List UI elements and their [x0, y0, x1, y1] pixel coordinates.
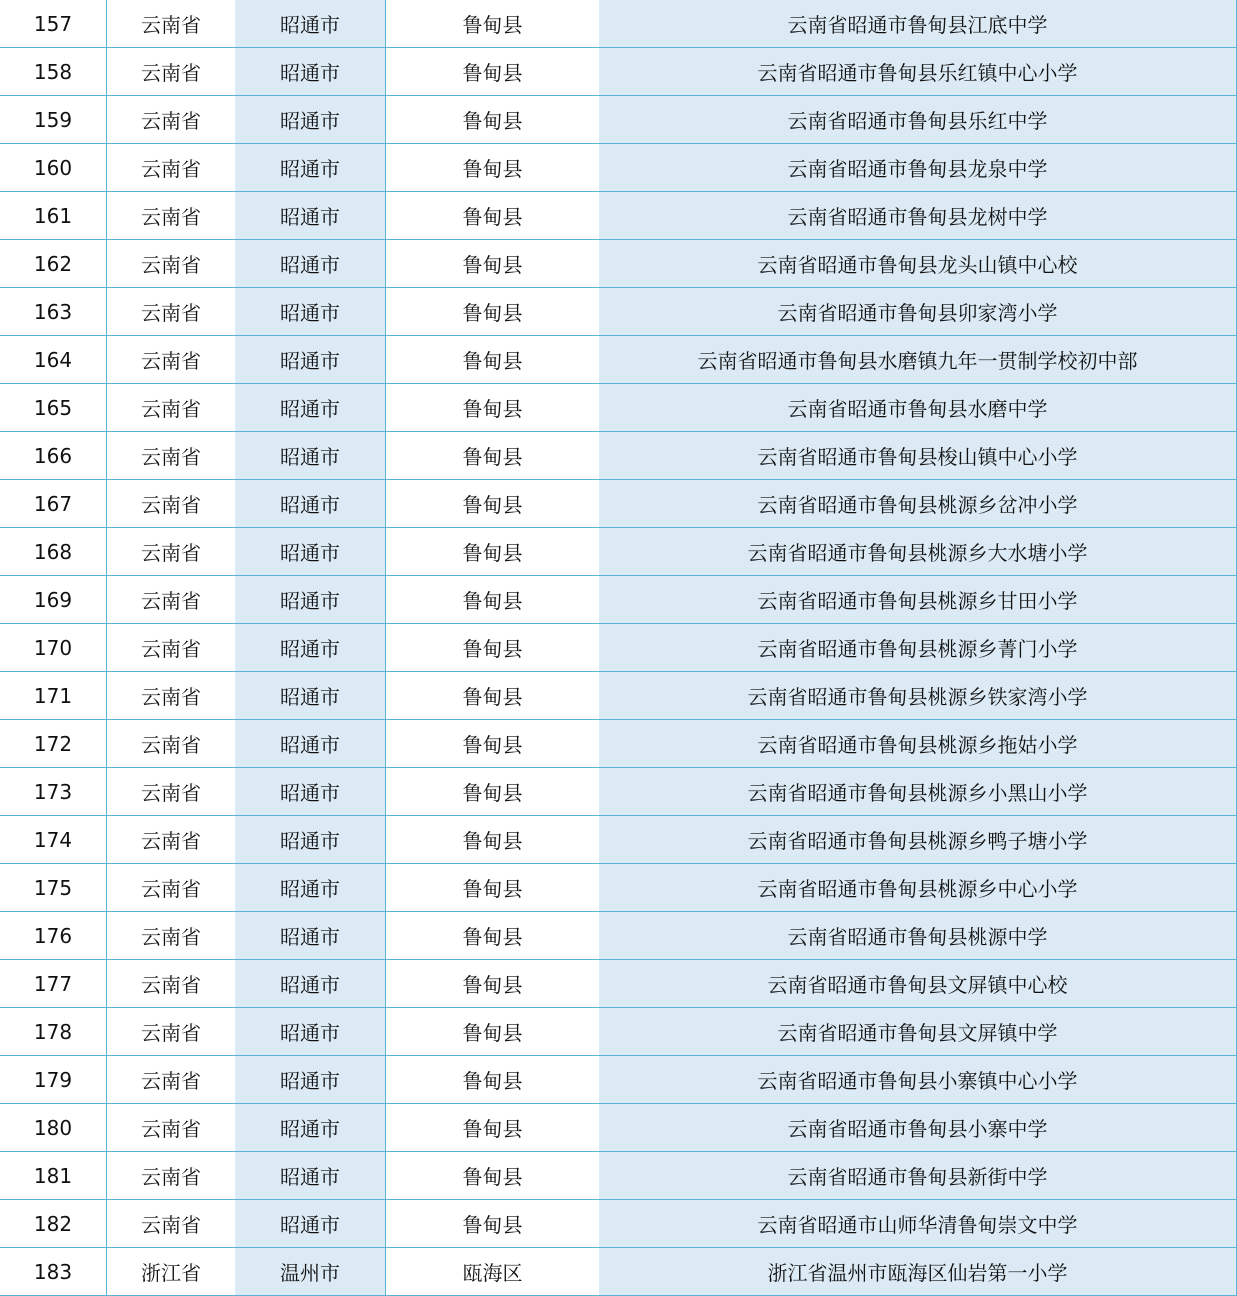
row-number-cell: 177 — [0, 960, 107, 1008]
table-row — [0, 1008, 1237, 1056]
province-cell: 云南省 — [107, 192, 236, 240]
row-number-cell: 166 — [0, 432, 107, 480]
province-cell: 云南省 — [107, 336, 236, 384]
province-cell: 云南省 — [107, 960, 236, 1008]
table-row — [0, 240, 1237, 288]
county-cell: 鲁甸县 — [386, 432, 600, 480]
school-name-cell: 云南省昭通市鲁甸县桃源乡小黑山小学 — [599, 768, 1237, 816]
province-cell: 云南省 — [107, 624, 236, 672]
row-number-cell: 161 — [0, 192, 107, 240]
county-cell: 鲁甸县 — [386, 240, 600, 288]
table-row — [0, 480, 1237, 528]
school-name-cell: 云南省昭通市鲁甸县小寨中学 — [599, 1104, 1237, 1152]
table-row — [0, 144, 1237, 192]
city-cell: 昭通市 — [235, 1152, 386, 1200]
province-cell: 云南省 — [107, 1104, 236, 1152]
table-row — [0, 0, 1237, 48]
city-cell: 昭通市 — [235, 1056, 386, 1104]
city-cell: 昭通市 — [235, 864, 386, 912]
row-number-cell: 175 — [0, 864, 107, 912]
city-cell: 昭通市 — [235, 816, 386, 864]
table-row — [0, 1200, 1237, 1248]
county-cell: 鲁甸县 — [386, 480, 600, 528]
city-cell: 昭通市 — [235, 288, 386, 336]
county-cell: 鲁甸县 — [386, 864, 600, 912]
school-name-cell: 云南省昭通市鲁甸县桃源乡拖姑小学 — [599, 720, 1237, 768]
table-row — [0, 192, 1237, 240]
row-number-cell: 173 — [0, 768, 107, 816]
school-name-cell: 云南省昭通市山师华清鲁甸崇文中学 — [599, 1200, 1237, 1248]
school-name-cell: 云南省昭通市鲁甸县卯家湾小学 — [599, 288, 1237, 336]
table-row — [0, 576, 1237, 624]
row-number-cell: 167 — [0, 480, 107, 528]
county-cell: 鲁甸县 — [386, 384, 600, 432]
province-cell: 云南省 — [107, 864, 236, 912]
row-number-cell: 162 — [0, 240, 107, 288]
school-name-cell: 云南省昭通市鲁甸县小寨镇中心小学 — [599, 1056, 1237, 1104]
table-row — [0, 720, 1237, 768]
city-cell: 昭通市 — [235, 432, 386, 480]
row-number-cell: 171 — [0, 672, 107, 720]
province-cell: 云南省 — [107, 672, 236, 720]
table-row — [0, 864, 1237, 912]
county-cell: 鲁甸县 — [386, 144, 600, 192]
row-number-cell: 164 — [0, 336, 107, 384]
city-cell: 昭通市 — [235, 384, 386, 432]
city-cell: 昭通市 — [235, 48, 386, 96]
row-number-cell: 179 — [0, 1056, 107, 1104]
school-name-cell: 云南省昭通市鲁甸县新街中学 — [599, 1152, 1237, 1200]
table-row — [0, 912, 1237, 960]
city-cell: 昭通市 — [235, 960, 386, 1008]
table-row — [0, 624, 1237, 672]
city-cell: 昭通市 — [235, 480, 386, 528]
school-name-cell: 云南省昭通市鲁甸县桃源乡中心小学 — [599, 864, 1237, 912]
school-name-cell: 云南省昭通市鲁甸县梭山镇中心小学 — [599, 432, 1237, 480]
school-name-cell: 云南省昭通市鲁甸县龙树中学 — [599, 192, 1237, 240]
table-row — [0, 1248, 1237, 1296]
table-row — [0, 432, 1237, 480]
school-name-cell: 云南省昭通市鲁甸县文屏镇中心校 — [599, 960, 1237, 1008]
county-cell: 鲁甸县 — [386, 192, 600, 240]
row-number-cell: 160 — [0, 144, 107, 192]
row-number-cell: 157 — [0, 0, 107, 48]
row-number-cell: 165 — [0, 384, 107, 432]
province-cell: 浙江省 — [107, 1248, 236, 1296]
table-row — [0, 336, 1237, 384]
county-cell: 鲁甸县 — [386, 48, 600, 96]
county-cell: 鲁甸县 — [386, 768, 600, 816]
table-row — [0, 960, 1237, 1008]
row-number-cell: 181 — [0, 1152, 107, 1200]
province-cell: 云南省 — [107, 528, 236, 576]
school-name-cell: 云南省昭通市鲁甸县桃源乡岔冲小学 — [599, 480, 1237, 528]
table-row — [0, 288, 1237, 336]
province-cell: 云南省 — [107, 432, 236, 480]
province-cell: 云南省 — [107, 48, 236, 96]
school-name-cell: 云南省昭通市鲁甸县水磨镇九年一贯制学校初中部 — [599, 336, 1237, 384]
table-row — [0, 96, 1237, 144]
city-cell: 昭通市 — [235, 192, 386, 240]
county-cell: 鲁甸县 — [386, 720, 600, 768]
table-row — [0, 384, 1237, 432]
row-number-cell: 158 — [0, 48, 107, 96]
province-cell: 云南省 — [107, 912, 236, 960]
city-cell: 昭通市 — [235, 624, 386, 672]
city-cell: 昭通市 — [235, 672, 386, 720]
county-cell: 鲁甸县 — [386, 912, 600, 960]
county-cell: 鲁甸县 — [386, 1200, 600, 1248]
county-cell: 鲁甸县 — [386, 816, 600, 864]
row-number-cell: 169 — [0, 576, 107, 624]
county-cell: 鲁甸县 — [386, 576, 600, 624]
city-cell: 昭通市 — [235, 912, 386, 960]
row-number-cell: 168 — [0, 528, 107, 576]
school-name-cell: 云南省昭通市鲁甸县桃源乡甘田小学 — [599, 576, 1237, 624]
province-cell: 云南省 — [107, 1200, 236, 1248]
county-cell: 鲁甸县 — [386, 0, 600, 48]
province-cell: 云南省 — [107, 480, 236, 528]
county-cell: 鲁甸县 — [386, 960, 600, 1008]
province-cell: 云南省 — [107, 0, 236, 48]
school-name-cell: 云南省昭通市鲁甸县桃源中学 — [599, 912, 1237, 960]
county-cell: 瓯海区 — [386, 1248, 600, 1296]
table-row — [0, 816, 1237, 864]
school-name-cell: 浙江省温州市瓯海区仙岩第一小学 — [599, 1248, 1237, 1296]
table-row — [0, 1056, 1237, 1104]
city-cell: 昭通市 — [235, 96, 386, 144]
row-number-cell: 174 — [0, 816, 107, 864]
province-cell: 云南省 — [107, 1152, 236, 1200]
county-cell: 鲁甸县 — [386, 1152, 600, 1200]
county-cell: 鲁甸县 — [386, 672, 600, 720]
school-name-cell: 云南省昭通市鲁甸县文屏镇中学 — [599, 1008, 1237, 1056]
province-cell: 云南省 — [107, 816, 236, 864]
county-cell: 鲁甸县 — [386, 528, 600, 576]
province-cell: 云南省 — [107, 1008, 236, 1056]
school-name-cell: 云南省昭通市鲁甸县龙头山镇中心校 — [599, 240, 1237, 288]
city-cell: 昭通市 — [235, 528, 386, 576]
school-name-cell: 云南省昭通市鲁甸县龙泉中学 — [599, 144, 1237, 192]
table-row — [0, 1104, 1237, 1152]
province-cell: 云南省 — [107, 768, 236, 816]
row-number-cell: 182 — [0, 1200, 107, 1248]
school-name-cell: 云南省昭通市鲁甸县水磨中学 — [599, 384, 1237, 432]
province-cell: 云南省 — [107, 240, 236, 288]
city-cell: 昭通市 — [235, 1008, 386, 1056]
school-name-cell: 云南省昭通市鲁甸县桃源乡鸭子塘小学 — [599, 816, 1237, 864]
school-name-cell: 云南省昭通市鲁甸县桃源乡菁门小学 — [599, 624, 1237, 672]
school-name-cell: 云南省昭通市鲁甸县江底中学 — [599, 0, 1237, 48]
row-number-cell: 180 — [0, 1104, 107, 1152]
city-cell: 昭通市 — [235, 768, 386, 816]
province-cell: 云南省 — [107, 720, 236, 768]
city-cell: 温州市 — [235, 1248, 386, 1296]
row-number-cell: 176 — [0, 912, 107, 960]
city-cell: 昭通市 — [235, 240, 386, 288]
city-cell: 昭通市 — [235, 720, 386, 768]
school-name-cell: 云南省昭通市鲁甸县桃源乡大水塘小学 — [599, 528, 1237, 576]
table-row — [0, 1152, 1237, 1200]
row-number-cell: 159 — [0, 96, 107, 144]
county-cell: 鲁甸县 — [386, 288, 600, 336]
table-row — [0, 48, 1237, 96]
county-cell: 鲁甸县 — [386, 1056, 600, 1104]
province-cell: 云南省 — [107, 288, 236, 336]
table-row — [0, 528, 1237, 576]
city-cell: 昭通市 — [235, 576, 386, 624]
school-name-cell: 云南省昭通市鲁甸县乐红镇中心小学 — [599, 48, 1237, 96]
county-cell: 鲁甸县 — [386, 1008, 600, 1056]
province-cell: 云南省 — [107, 144, 236, 192]
table-row — [0, 672, 1237, 720]
province-cell: 云南省 — [107, 384, 236, 432]
city-cell: 昭通市 — [235, 0, 386, 48]
city-cell: 昭通市 — [235, 1200, 386, 1248]
county-cell: 鲁甸县 — [386, 336, 600, 384]
table-row — [0, 768, 1237, 816]
school-name-cell: 云南省昭通市鲁甸县桃源乡铁家湾小学 — [599, 672, 1237, 720]
province-cell: 云南省 — [107, 576, 236, 624]
province-cell: 云南省 — [107, 96, 236, 144]
city-cell: 昭通市 — [235, 144, 386, 192]
row-number-cell: 183 — [0, 1248, 107, 1296]
row-number-cell: 163 — [0, 288, 107, 336]
province-cell: 云南省 — [107, 1056, 236, 1104]
county-cell: 鲁甸县 — [386, 1104, 600, 1152]
city-cell: 昭通市 — [235, 336, 386, 384]
county-cell: 鲁甸县 — [386, 624, 600, 672]
row-number-cell: 170 — [0, 624, 107, 672]
row-number-cell: 178 — [0, 1008, 107, 1056]
city-cell: 昭通市 — [235, 1104, 386, 1152]
school-name-cell: 云南省昭通市鲁甸县乐红中学 — [599, 96, 1237, 144]
county-cell: 鲁甸县 — [386, 96, 600, 144]
row-number-cell: 172 — [0, 720, 107, 768]
